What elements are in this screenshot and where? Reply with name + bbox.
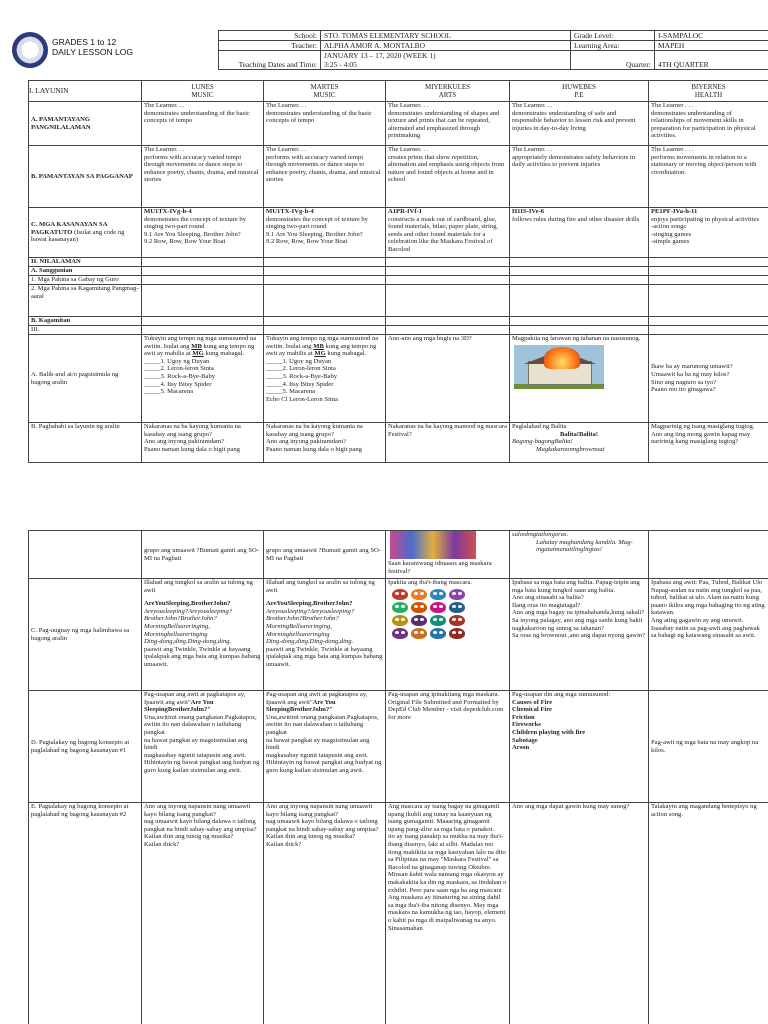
- row-sanggunian: [29, 267, 768, 276]
- row-pagtalakay-2: [29, 803, 768, 1024]
- school-value: STO. TOMAS ELEMENTARY SCHOOL: [321, 31, 571, 41]
- cell: Magpakita ng larawan ng tahanan na nasusunog.: [510, 335, 649, 423]
- day-header-martes: MARTES MUSIC: [264, 81, 386, 102]
- mask-picture: [430, 615, 446, 626]
- cell: Ipabasa ang awit: Paa, Tuhod, Balikat Ulo Napag-aralan na natin ang tungkol sa paa, tuhod, balikat at ulo. Alam na natin kung paano ikilos ang mga bahaging ito ng ating katawan. Ang ating gagawin ay ang umawit. Isasabay natin sa pag-awit ang paghawak sa bahagi ng katawang sinasabi sa awit.: [649, 579, 768, 691]
- cell: Nakaranas na ba kayong manood ng mascara Festival?: [386, 423, 510, 463]
- cell: The Learner. . . appropriately demonstrates safety behaviors in daily activities to prevent injuries: [510, 146, 649, 208]
- day-header-row: [29, 81, 768, 102]
- cell: The Learner. . . demonstrates understanding of safe and responsible behavior to lessen risk and prevent injuries in day-to-day living: [510, 102, 649, 146]
- cell: Nakaranas na ba kayong kumanta na kasabay ang isang grupo? Ano ang inyong pakiramdam? Paano naman kung dala o higit pang: [264, 423, 386, 463]
- row-pamantayan-sa-pagganap: [29, 146, 768, 208]
- row-balik-aral: [29, 335, 768, 423]
- quarter-label: Quarter:: [571, 51, 655, 70]
- cell: Paglalahad ng Balita Balita!Balita! Bagong-bagongBalita! Magkakaroonngbrownout: [510, 423, 649, 463]
- mask-picture: [392, 628, 408, 639]
- row-label: C. Pag-uugnay ng mga halimbawa sa bagong aralin: [29, 579, 142, 691]
- cell: Ipakita ang iba't-ibang mascara.: [386, 579, 510, 691]
- mask-picture: [411, 602, 427, 613]
- lesson-table: [28, 80, 768, 463]
- mask-picture: [392, 589, 408, 600]
- row-iii: [29, 326, 768, 335]
- cell: Ikaw ba ay marunong umawit? Umaawit ka ba ng may kilos? Sino ang nagturo sa iyo? Paano mo ito ginagawa?: [649, 335, 768, 423]
- cell: Pag-usapan ang awit at pagkatapos ay, Ipaawit ang awit"Are You SleepingBrotherJohn?" Una,awitinit onang pangkatan.Pagkatapos, awitin ito nan dalawahan o tatluhang pangkat na bawat pangkat ay magsisimulan ang hindi magkasabay ngunit tatapusin ang awit. Hihintayin ng bawat pangkat ang hudyat ng guro kung kailan sisimulan ang awit.: [264, 691, 386, 803]
- row-label: B. PAMANTAYAN SA PAGGANAP: [29, 146, 142, 208]
- cell: The Learner. . . demonstrates understanding of the basic concepts of tempo: [142, 102, 264, 146]
- cell: A1PR-IVf-1 constructs a mask out of cardboard, glue, found materials, bilao, paper plate, string, seeds and other found materials for a celebration like the Maskara Festival of Bacolod: [386, 208, 510, 258]
- cell: Talakayin ang magandang benepisyo ng action song.: [649, 803, 768, 1024]
- maskara-festival-image: [390, 531, 476, 559]
- dates-label: Teaching Dates and Time:: [219, 51, 321, 70]
- cell: MU1TX-IVg-h-4 demonstrates the concept of texture by singing two-part round 9.1 Are You Sleeping, Brother John? 9.2 Row, Row, Row Your Boat: [142, 208, 264, 258]
- grade-value: I-SAMPALOC: [655, 31, 768, 41]
- cell: H1IS-IVe-6 follows rules during fire and other disaster drills: [510, 208, 649, 258]
- cell: Ano ang inyong napansin nang umaawit kayo bilang isang pangkat? nag umaawit kayo bilang dalawa o tatlong pangkat na hindi sabay-sabay ang umpisa? Kailan thin ang tunog ng musika? Kailan thick?: [264, 803, 386, 1024]
- row-paghahabi: [29, 423, 768, 463]
- cell: Tukuyin ang tempo ng mga sumusunod na awitin. Isulat ang MB kung ang tempo ng awit ay mabilis at MG kung mabagal. _____1. Ugoy ng Duyan _____2. Leron-leron Sinta _____3. Rock-a-Bye-Baby _____4. Itsy Bitsy Spider _____5. Macarena: [142, 335, 264, 423]
- mask-picture: [449, 589, 465, 600]
- cell: Illahad ang tungkol sa aralin sa tulong ng awit AreYouSleeping,BrotherJohn? Areyousleeping?Areyousleeping? BrotherJohn?BrotherJohn? MorningBellsareringing, Morningbellsareringing Ding-dong,ding.Ding-dong,ding. paawit ang Twinkle, Twinkle at hayaang ipalakpak ang mga bata ang kumpas habang umaawit.: [264, 579, 386, 691]
- cell: Magparinig ng isang masiglang tugtog. Ano ang iing mong gawin kapag may naririnig kang masiglang tugtog?: [649, 423, 768, 463]
- cell: The Learner. . . performs with accuracy varied tempi through movements or dance steps to enhance poetry, chants, drama, and musical stories: [264, 146, 386, 208]
- cell: Tukuyin ang tempo ng mga sumusunod na awitin. Isulat ang MB kung ang tempo ng awit ay mabilis at MG kung mabagal. _____1. Ugoy ng Duyan _____2. Leron-leron Sinta _____3. Rock-a-Bye-Baby _____4. Itsy Bitsy Spider _____5. Macarena Echo Cl Leron-Leron Sinta: [264, 335, 386, 423]
- masks-image: [392, 589, 507, 639]
- cell: Pag-usapan din ang mga sumusunod: Causes of Fire Chemical Fire Friction Fireworks Children playing with fire Sabotage Arson: [510, 691, 649, 803]
- row-nilalaman: [29, 258, 768, 267]
- row-label: II. NILALAMAN: [29, 258, 142, 267]
- row-kasanayan-sa-pagkatuto: [29, 208, 768, 258]
- teacher-label: Teacher:: [219, 41, 321, 51]
- cell: Nakaranas na ba kayong kumanta na kasabay ang isang grupo? Ano ang inyong pakiramdam? Paano naman kung dala o higit pang: [142, 423, 264, 463]
- cell: PE1PF-IVa-h-11 enjoys participating in physical activities -action songs -singing games -simple games: [649, 208, 768, 258]
- mask-picture: [392, 615, 408, 626]
- deped-seal-logo: [12, 32, 48, 68]
- cell: grupo ang umaawit ?Bumati gamit ang SO-MI na Pagbati: [264, 531, 386, 579]
- cell: Pag-awit ng mga bata na may angkop na kilos.: [649, 691, 768, 803]
- cell: grupo ang umaawit ?Bumati gamit ang SO-MI na Pagbati: [142, 531, 264, 579]
- row-label: A. PAMANTAYANG PANGNILALAMAN: [29, 102, 142, 146]
- mask-picture: [430, 589, 446, 600]
- row-label: C. MGA KASANAYAN SA PAGKATUTO (Isulat ang code ng bawat kasanayan): [29, 208, 142, 258]
- mask-picture: [411, 628, 427, 639]
- cell: MU1TX-IVg-h-4 demonstrates the concept of texture by singing two-part round 9.1 Are You Sleeping, Brother John? 9.2 Row, Row, Row Your Boat: [264, 208, 386, 258]
- row-pag-uugnay: [29, 579, 768, 691]
- mask-picture: [411, 589, 427, 600]
- row-label: D. Pagtalakay ng bagong konsepto at paglalahad ng bagong kasanayan #1: [29, 691, 142, 803]
- row-label: A. Sanggunian: [29, 267, 142, 276]
- row-label: A. Balik-aral at/o pagsisimula ng bagong aralin: [29, 335, 142, 423]
- row-label: 2. Mga Pahina sa Kagamitang Pangmag-aaral: [29, 285, 142, 317]
- teacher-value: ALPHA AMOR A. MONTALBO: [321, 41, 571, 51]
- grade-label: Grade Level:: [571, 31, 655, 41]
- cell: Ipabasa sa mga bata ang balita. Papag-isipin ang mga bata kung tungkol saan ang balita. Ano ang sinasabi sa balita? Ilang oras ito magtatagal? Ano ang mga bagay na ipinahahanda,kung sakali? Sa inyong palagay, ano ang mga sanhi kung bakit nagkakaroon ng sunog sa tahanan? Sa oras ng brownout ,ano ang dapat nyong gawin?: [510, 579, 649, 691]
- mask-picture: [430, 602, 446, 613]
- cell: Ano-ano ang mga hugis na 3D?: [386, 335, 510, 423]
- cell: Pag-usapan ang ipinakitang mga maskara. Original File Submitted and Formatted by DepEd Club Member - visit depedclub.com for more: [386, 691, 510, 803]
- mask-picture: [449, 615, 465, 626]
- quarter-value: 4TH QUARTER: [655, 51, 768, 70]
- area-value: MAPEH: [655, 41, 768, 51]
- day-header-lunes: LUNES MUSIC: [142, 81, 264, 102]
- document-header: [8, 28, 768, 74]
- cell: Ano ang inyong napansin nang umaawit kayo bilang isang pangkat? nag umaawit kayo bilang dalawa o tatlong pangkat na hindi sabay-sabay ang umpisa? Kailan thin ang tunog ng musika? Kailan thick?: [142, 803, 264, 1024]
- row-label: 1. Mga Pahina sa Gabay ng Guro: [29, 276, 142, 285]
- cell: Pag-usapan ang awit at pagkatapos ay, Ipaawit ang awit"Are You SleepingBrotherJohn?" Una,awitinit onang pangkatan.Pagkatapos, awitin ito nan dalawahan o tatluhang pangkat na bawat pangkat ay magsisimulan ang hindi magkasabay ngunit tatapusin ang awit. Hihintayin ng bawat pangkat ang hudyat ng guro kung kailan sisimulan ang awit.: [142, 691, 264, 803]
- row-kagamitan: [29, 317, 768, 326]
- row-kagamitang-pangmag-aaral: [29, 285, 768, 317]
- area-label: Learning Area:: [571, 41, 655, 51]
- row-pagtalakay-1: [29, 691, 768, 803]
- cell: Saan karaniwang idinaaos ang maskara festival?: [386, 531, 510, 579]
- mask-picture: [411, 615, 427, 626]
- lesson-log-page-2: [0, 530, 768, 1024]
- cell: The Learner . . . demonstrates understanding of relationships of movement skills in preparation for participation in physical activities.: [649, 102, 768, 146]
- school-label: School:: [219, 31, 321, 41]
- layunin-heading: I. LAYUNIN: [29, 81, 142, 102]
- mask-picture: [392, 602, 408, 613]
- dates-value: JANUARY 13 – 17, 2020 (WEEK 1) 3:25 - 4:05: [321, 51, 571, 70]
- cell: Illahad ang tungkol sa aralin sa tulong ng awit AreYouSleeping,BrotherJohn? Areyousleeping?Areyousleeping? BrotherJohn?BrotherJohn? MorningBellsareringing, Morningbellsareringing Ding-dong,ding.Ding-dong,ding. paawit ang Twinkle, Twinkle at hayaang ipalakpak ang mga bata ang kumpas habang umaawit.: [142, 579, 264, 691]
- day-header-huwebes: HUWEBES P.E: [510, 81, 649, 102]
- mask-picture: [449, 628, 465, 639]
- row-continued: [29, 531, 768, 579]
- row-label: [29, 531, 142, 579]
- cell: The Learner. . . demonstrates understanding of the basic concepts of tempo: [264, 102, 386, 146]
- row-label: III.: [29, 326, 142, 335]
- day-header-biyernes: BIYERNES HEALTH: [649, 81, 768, 102]
- lesson-table-continued: [28, 530, 768, 1024]
- day-header-miyerkules: MIYERKULES ARTS: [386, 81, 510, 102]
- document-title: GRADES 1 to 12 DAILY LESSON LOG: [52, 37, 133, 57]
- lesson-log-page-1: [0, 0, 768, 505]
- cell: The Learner. . . performs with accuracy varied tempi through movements or dance steps to enhance poetry, chants, drama, and musical stories: [142, 146, 264, 208]
- cell: The Learner . . . performs movements in relation to a stationary or moving object/person with coordination.: [649, 146, 768, 208]
- cell: [649, 531, 768, 579]
- cell: Ano ang mga dapat gawin kung may sunog?: [510, 803, 649, 1024]
- mask-picture: [449, 602, 465, 613]
- meta-table: [218, 30, 768, 70]
- row-label: E. Pagtalakay ng bagong konsepto at paglalahad ng bagong kasanayan #2: [29, 803, 142, 1024]
- cell: The Learner. . . demonstrates understanding of shapes and texture and prints that can be repeated, alternated and emphasized through printmaking: [386, 102, 510, 146]
- cell: saloobngtatlongoras. Lahatay maghandang kandila. Mag-ingatatmanatilinglitgtas!: [510, 531, 649, 579]
- row-pamantayang-pangnilalaman: [29, 102, 768, 146]
- mask-picture: [430, 628, 446, 639]
- row-gabay-ng-guro: [29, 276, 768, 285]
- cell: Ang mascara ay isang bagay na ginagamit upang ikubli ang tunay na kaanyuan ng isang gumagamit. Maaaring ginagamit upang pang-aliw sa mga bata o panakot. ito ay isang panakip sa mukha na may iba't-ibang disenyo, laki at silbi. Madalas mo itong makikita sa mga kasiyahan lalo na dito sa Pilipinas na may "Maskara Festival" sa Bacolod na ginaganap tuwing Oktubre. Minsan kahit wala namang mga okasyon ay makakakita ka din ng maskara, sa tindahan o exhibit. Pero para saan nga ba ang mascara Ang maskara ay itinaturing na sining dahil sa mga iba't-iba nitong disenyo. May mga maskara na kamukha ng tao, hayop, element o kahit pa mga di maipaliwanag na anyo. Sinasamahan: [386, 803, 510, 1024]
- cell: The Learner. . . creates prints that show repetition, alternation and emphasis using objects from nature and found objects at home and in school: [386, 146, 510, 208]
- burning-house-image: [514, 345, 604, 389]
- row-label: B. Paghahabi sa layunin ng aralin: [29, 423, 142, 463]
- row-label: B. Kagamitan: [29, 317, 142, 326]
